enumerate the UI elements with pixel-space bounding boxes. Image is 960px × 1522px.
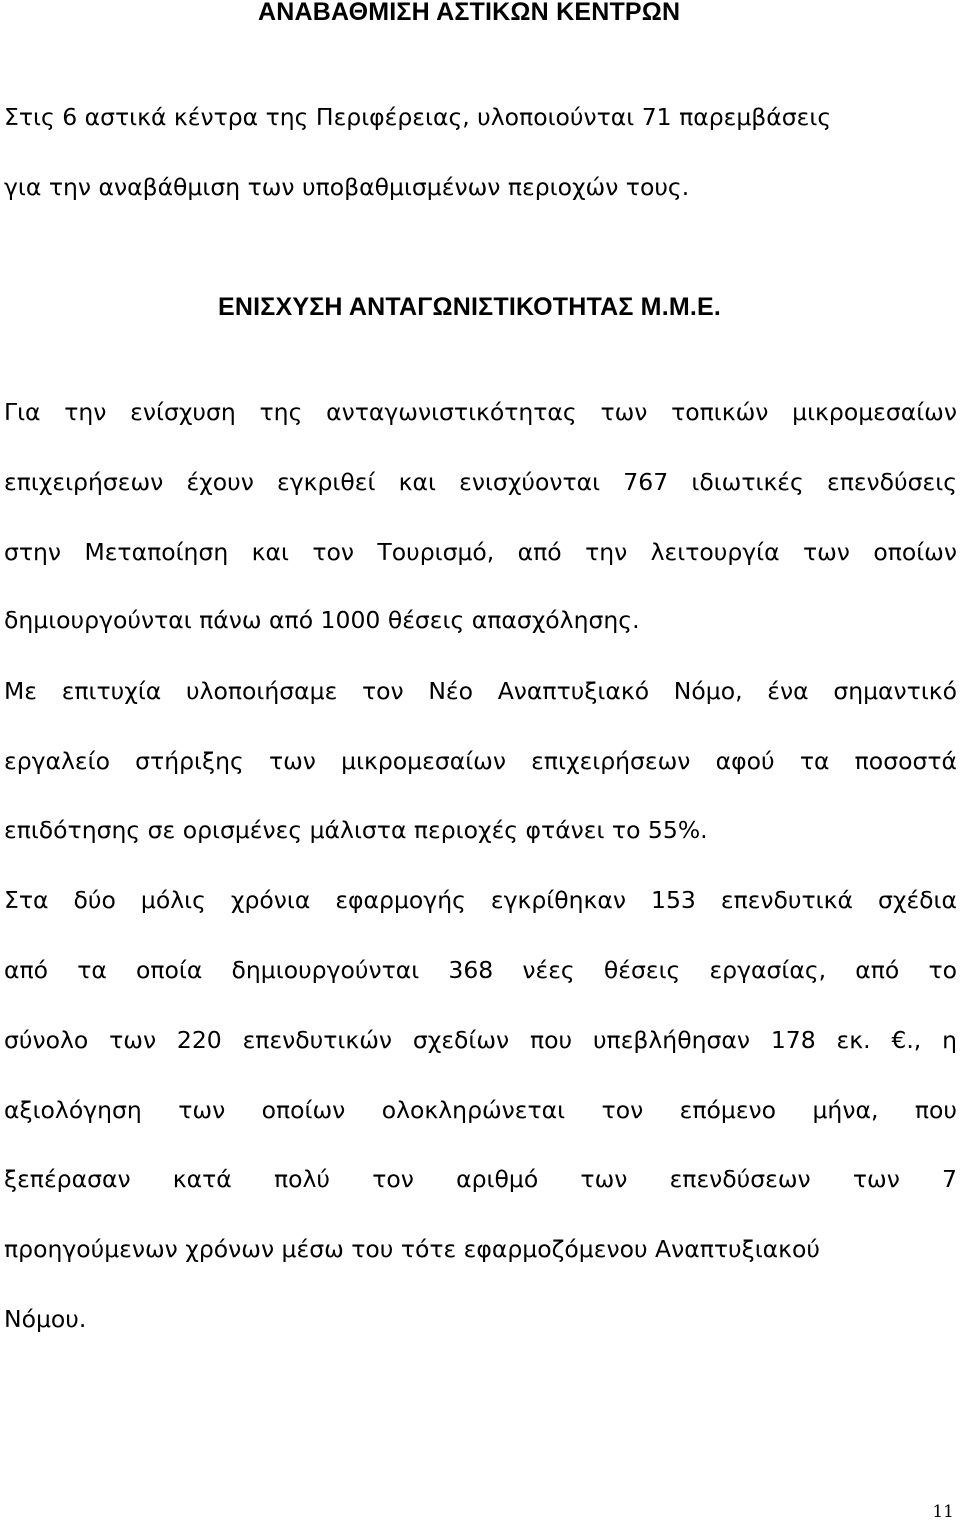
text-line: σύνολο των 220 επενδυτικών σχεδίων που υπεβλήθησαν 178 εκ. €., η <box>4 1026 957 1054</box>
text-line: Στις 6 αστικά κέντρα της Περιφέρειας, υλοποιούνται 71 παρεμβάσεις <box>4 103 832 131</box>
text-line: Νόμου. <box>4 1305 87 1333</box>
text-line: επιχειρήσεων έχουν εγκριθεί και ενισχύονται 767 ιδιωτικές επενδύσεις <box>4 468 957 496</box>
section-heading-urban-centers: ΑΝΑΒΑΘΜΙΣΗ ΑΣΤΙΚΩΝ ΚΕΝΤΡΩΝ <box>258 0 681 26</box>
text-line: δημιουργούνται πάνω από 1000 θέσεις απασχόλησης. <box>4 606 640 634</box>
text-line: αξιολόγηση των οποίων ολοκληρώνεται τον επόμενο μήνα, που <box>4 1096 957 1124</box>
text-line: Στα δύο μόλις χρόνια εφαρμογής εγκρίθηκαν 153 επενδυτικά σχέδια <box>4 886 957 914</box>
text-line: στην Μεταποίηση και τον Τουρισμό, από την λειτουργία των οποίων <box>4 538 957 566</box>
text-line: από τα οποία δημιουργούνται 368 νέες θέσεις εργασίας, από το <box>4 956 957 984</box>
text-line: Με επιτυχία υλοποιήσαμε τον Νέο Αναπτυξιακό Νόμο, ένα σημαντικό <box>4 677 957 705</box>
text-line: προηγούμενων χρόνων μέσω του τότε εφαρμοζόμενου Αναπτυξιακού <box>4 1235 820 1263</box>
text-line: εργαλείο στήριξης των μικρομεσαίων επιχειρήσεων αφού τα ποσοστά <box>4 747 957 775</box>
section-heading-sme-competitiveness: ΕΝΙΣΧΥΣΗ ΑΝΤΑΓΩΝΙΣΤΙΚΟΤΗΤΑΣ Μ.Μ.Ε. <box>218 293 722 321</box>
text-line: Για την ενίσχυση της ανταγωνιστικότητας των τοπικών μικρομεσαίων <box>4 398 957 426</box>
text-line: για την αναβάθμιση των υποβαθμισμένων περιοχών τους. <box>4 173 690 201</box>
text-line: ξεπέρασαν κατά πολύ τον αριθμό των επενδύσεων των 7 <box>4 1165 957 1193</box>
page-number: 11 <box>932 1502 954 1522</box>
text-line: επιδότησης σε ορισμένες μάλιστα περιοχές φτάνει το 55%. <box>4 816 708 844</box>
